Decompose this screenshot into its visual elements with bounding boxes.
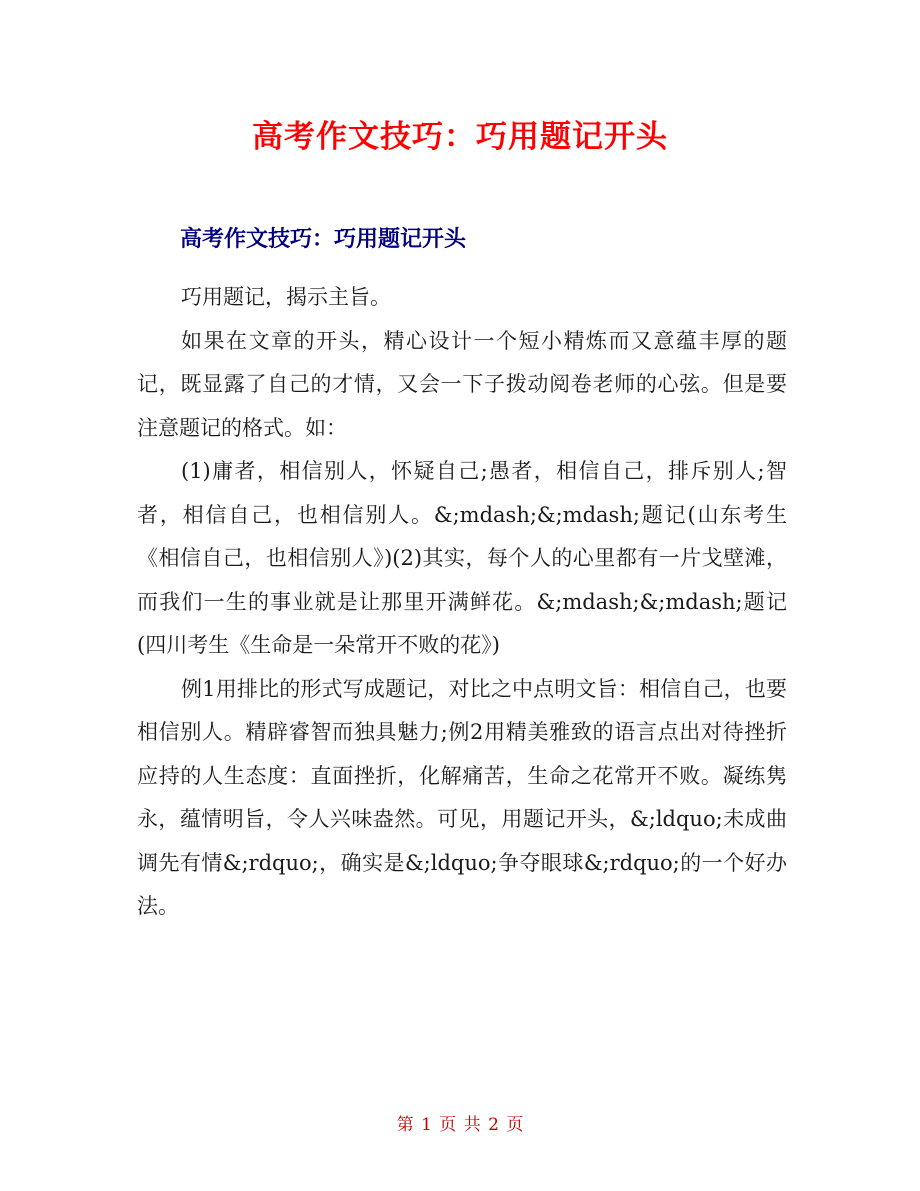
document-body xyxy=(137,276,787,929)
paragraph: (1)庸者，相信别人，怀疑自己;愚者，相信自己，排斥别人;智者，相信自己，也相信别人。&;mdash;&;mdash;题记(山东考生《相信自己，也相信别人》)(2)其实，每个人的心里都有一片戈壁滩，而我们一生的事业就是让那里开满鲜花。&;mdash;&;mdash;题记(四川考生《生命是一朵常开不败的花》) xyxy=(137,459,787,657)
paragraph: 巧用题记，揭示主旨。 xyxy=(181,285,391,309)
page-number-footer: 第 1 页 共 2 页 xyxy=(396,1115,524,1135)
page-title: 高考作文技巧：巧用题记开头 xyxy=(252,119,668,155)
section-heading: 高考作文技巧：巧用题记开头 xyxy=(180,227,467,252)
paragraph: 如果在文章的开头，精心设计一个短小精炼而又意蕴丰厚的题记，既显露了自己的才情，又会一下子拨动阅卷老师的心弦。但是要注意题记的格式。如： xyxy=(137,328,787,440)
paragraph: 例1用排比的形式写成题记，对比之中点明文旨：相信自己，也要相信别人。精辟睿智而独具魅力;例2用精美雅致的语言点出对待挫折应持的人生态度：直面挫折，化解痛苦，生命之花常开不败。凝练隽永，蕴情明旨，令人兴味盎然。可见，用题记开头，&;ldquo;未成曲调先有情&;rdquo;，确实是&;ldquo;争夺眼球&;rdquo;的一个好办法。 xyxy=(137,676,787,918)
